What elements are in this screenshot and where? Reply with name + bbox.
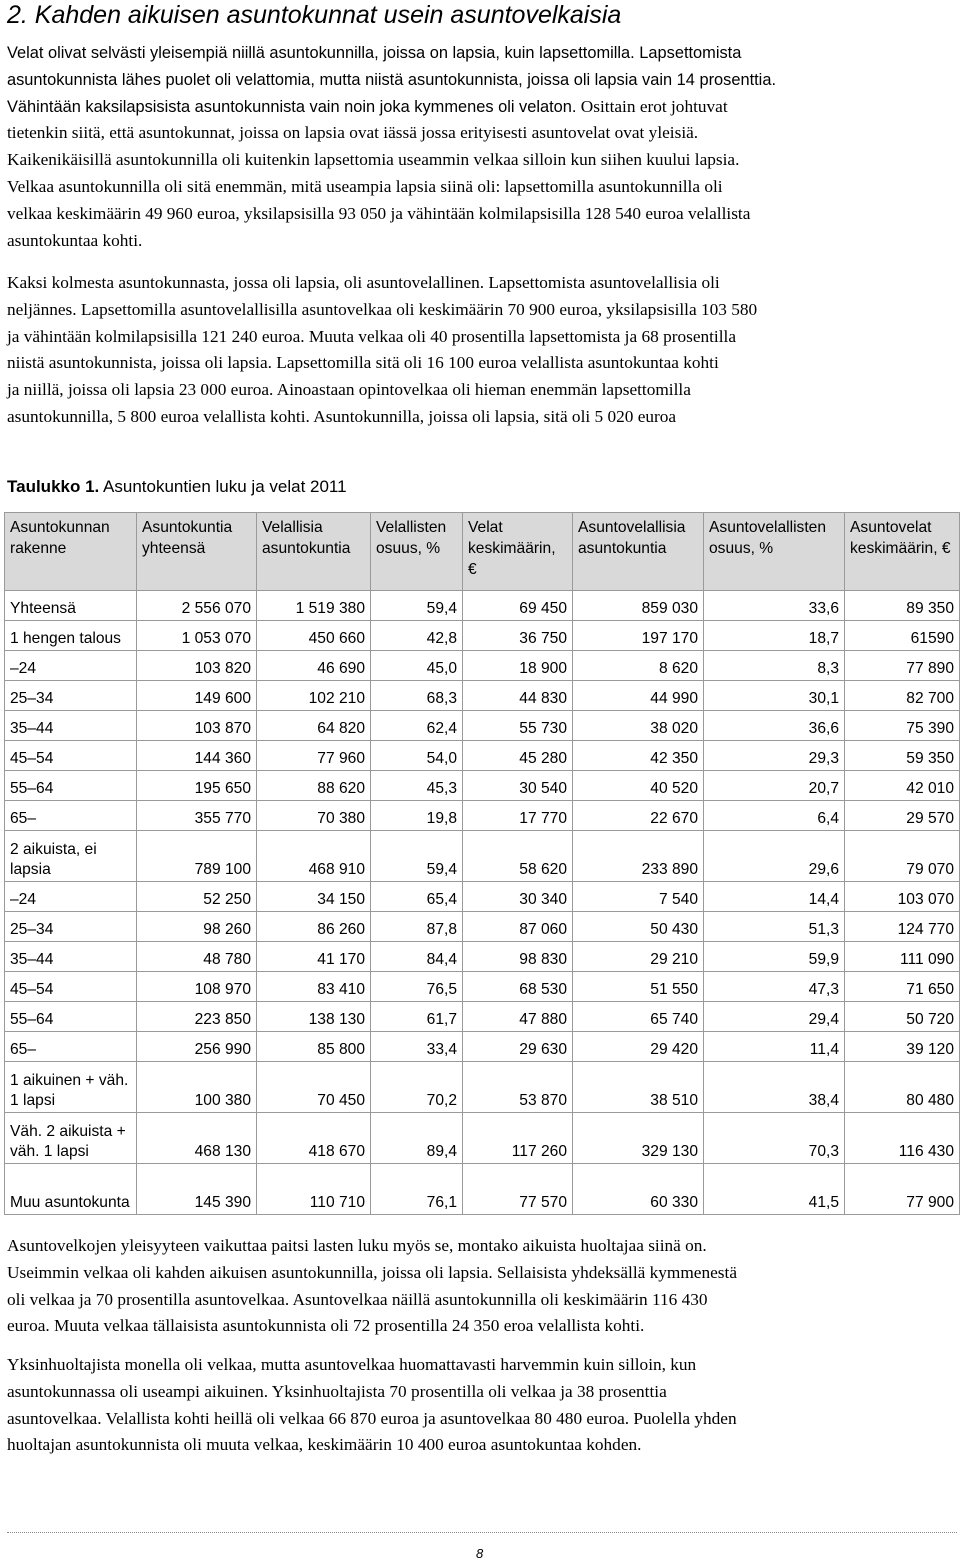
- row-label-cell: 55–64: [5, 771, 137, 801]
- column-header: Velat keskimäärin, €: [463, 513, 573, 591]
- row-label-cell: Yhteensä: [5, 591, 137, 621]
- value-cell: 195 650: [137, 771, 257, 801]
- value-cell: 19,8: [371, 801, 463, 831]
- value-cell: 89 350: [845, 591, 960, 621]
- table-row: [5, 1032, 960, 1062]
- paragraph-1-line: Velkaa asuntokunnilla oli sitä enemmän, mitä useampia lapsia siinä oli: lapsettomilla asuntokunnilla oli: [7, 176, 723, 196]
- value-cell: 29 630: [463, 1032, 573, 1062]
- value-cell: 65,4: [371, 882, 463, 912]
- paragraph-3-line: oli velkaa ja 70 prosentilla asuntovelkaa. Asuntovelkaa näillä asuntokunnilla oli keskimäärin 116 430: [7, 1289, 708, 1309]
- paragraph-1-line: asuntokuntaa kohti.: [7, 230, 143, 250]
- value-cell: 30,1: [704, 681, 845, 711]
- value-cell: 20,7: [704, 771, 845, 801]
- paragraph-2: [7, 270, 957, 431]
- value-cell: 59,4: [371, 591, 463, 621]
- value-cell: 98 260: [137, 912, 257, 942]
- value-cell: 85 800: [257, 1032, 371, 1062]
- value-cell: 98 830: [463, 942, 573, 972]
- value-cell: 44 990: [573, 681, 704, 711]
- paragraph-1-line: velkaa keskimäärin 49 960 euroa, yksilapsisilla 93 050 ja vähintään kolmilapsisilla 128 540 euroa velallista: [7, 203, 751, 223]
- value-cell: 145 390: [137, 1164, 257, 1215]
- value-cell: 70 380: [257, 801, 371, 831]
- table-caption: [7, 477, 347, 497]
- value-cell: 29,4: [704, 1002, 845, 1032]
- value-cell: 89,4: [371, 1113, 463, 1164]
- row-label-cell: 35–44: [5, 942, 137, 972]
- value-cell: 233 890: [573, 831, 704, 882]
- value-cell: 22 670: [573, 801, 704, 831]
- row-label-cell: –24: [5, 651, 137, 681]
- value-cell: 59 350: [845, 741, 960, 771]
- value-cell: 110 710: [257, 1164, 371, 1215]
- paragraph-1-line: tietenkin siitä, että asuntokunnat, joissa on lapsia ovat iässä jossa erityisesti asuntovelat ovat yleisiä.: [7, 123, 699, 143]
- value-cell: 48 780: [137, 942, 257, 972]
- row-label-cell: 65–: [5, 801, 137, 831]
- value-cell: 45,3: [371, 771, 463, 801]
- section-heading: 2. Kahden aikuisen asuntokunnat usein asuntovelkaisia: [7, 1, 622, 29]
- table-caption-title: Asuntokuntien luku ja velat 2011: [99, 477, 347, 496]
- table-row: [5, 801, 960, 831]
- table-row: [5, 621, 960, 651]
- value-cell: 44 830: [463, 681, 573, 711]
- table-row: [5, 651, 960, 681]
- value-cell: 50 430: [573, 912, 704, 942]
- value-cell: 65 740: [573, 1002, 704, 1032]
- value-cell: 124 770: [845, 912, 960, 942]
- value-cell: 859 030: [573, 591, 704, 621]
- value-cell: 197 170: [573, 621, 704, 651]
- table-body: [5, 591, 960, 1215]
- column-header: Asuntovelallisten osuus, %: [704, 513, 845, 591]
- value-cell: 87,8: [371, 912, 463, 942]
- value-cell: 45 280: [463, 741, 573, 771]
- paragraph-2-line: ja vähintään kolmilapsisilla 121 240 euroa. Muuta velkaa oli 40 prosentilla lapsettomista ja 68 prosentilla: [7, 326, 737, 346]
- row-label-cell: 65–: [5, 1032, 137, 1062]
- paragraph-1-line: Vähintään kaksilapsisista asuntokunnista vain noin joka kymmenes oli velaton.: [7, 97, 577, 116]
- value-cell: 87 060: [463, 912, 573, 942]
- value-cell: 45,0: [371, 651, 463, 681]
- paragraph-3: [7, 1233, 957, 1340]
- table-caption-label: Taulukko 1.: [7, 477, 100, 496]
- table-row: [5, 882, 960, 912]
- value-cell: 29 210: [573, 942, 704, 972]
- value-cell: 84,4: [371, 942, 463, 972]
- paragraph-4-line: asuntovelkaa. Velallista kohti heillä oli velkaa 66 870 euroa ja asuntovelkaa 80 480 euroa. Puolella yhden: [7, 1408, 737, 1428]
- paragraph-4: [7, 1352, 957, 1459]
- value-cell: 329 130: [573, 1113, 704, 1164]
- value-cell: 77 960: [257, 741, 371, 771]
- value-cell: 64 820: [257, 711, 371, 741]
- value-cell: 40 520: [573, 771, 704, 801]
- value-cell: 60 330: [573, 1164, 704, 1215]
- value-cell: 47 880: [463, 1002, 573, 1032]
- value-cell: 8 620: [573, 651, 704, 681]
- value-cell: 8,3: [704, 651, 845, 681]
- value-cell: 18 900: [463, 651, 573, 681]
- value-cell: 29 570: [845, 801, 960, 831]
- paragraph-4-line: Yksinhuoltajista monella oli velkaa, mutta asuntovelkaa huomattavasti harvemmin kuin silloin, kun: [7, 1355, 697, 1374]
- table-row: [5, 1002, 960, 1032]
- row-label-cell: 55–64: [5, 1002, 137, 1032]
- value-cell: 36,6: [704, 711, 845, 741]
- page-number: 8: [476, 1546, 484, 1561]
- value-cell: 54,0: [371, 741, 463, 771]
- value-cell: 468 910: [257, 831, 371, 882]
- value-cell: 82 700: [845, 681, 960, 711]
- value-cell: 29,3: [704, 741, 845, 771]
- value-cell: 77 900: [845, 1164, 960, 1215]
- row-label-cell: 25–34: [5, 681, 137, 711]
- value-cell: 75 390: [845, 711, 960, 741]
- table-row: [5, 942, 960, 972]
- value-cell: 80 480: [845, 1062, 960, 1113]
- value-cell: 86 260: [257, 912, 371, 942]
- paragraph-1-line-tail: Osittain erot johtuvat: [576, 96, 728, 116]
- value-cell: 69 450: [463, 591, 573, 621]
- value-cell: 789 100: [137, 831, 257, 882]
- value-cell: 76,5: [371, 972, 463, 1002]
- paragraph-3-line: Useimmin velkaa oli kahden aikuisen asuntokunnilla, joissa oli lapsia. Sellaisista yhdeksällä kymmenestä: [7, 1262, 737, 1282]
- column-header: Velallisia asuntokuntia: [257, 513, 371, 591]
- paragraph-4-line: huoltajan asuntokunnista oli muuta velkaa, keskimäärin 10 400 euroa asuntokuntaa kohden.: [7, 1435, 642, 1455]
- row-label-cell: Muu asuntokunta: [5, 1164, 137, 1215]
- row-label-cell: Väh. 2 aikuista + väh. 1 lapsi: [5, 1113, 137, 1164]
- value-cell: 38 510: [573, 1062, 704, 1113]
- row-label-cell: 2 aikuista, ei lapsia: [5, 831, 137, 882]
- row-label-cell: 45–54: [5, 741, 137, 771]
- value-cell: 41 170: [257, 942, 371, 972]
- value-cell: 61590: [845, 621, 960, 651]
- value-cell: 62,4: [371, 711, 463, 741]
- paragraph-1-line: Kaikenikäisillä asuntokunnilla oli kuitenkin lapsettomia useammin velkaa silloin kun siihen kuului lapsia.: [7, 150, 740, 170]
- value-cell: 14,4: [704, 882, 845, 912]
- value-cell: 29,6: [704, 831, 845, 882]
- value-cell: 1 519 380: [257, 591, 371, 621]
- value-cell: 51 550: [573, 972, 704, 1002]
- value-cell: 59,4: [371, 831, 463, 882]
- column-header: Asuntovelallisia asuntokuntia: [573, 513, 704, 591]
- value-cell: 144 360: [137, 741, 257, 771]
- value-cell: 47,3: [704, 972, 845, 1002]
- value-cell: 149 600: [137, 681, 257, 711]
- value-cell: 111 090: [845, 942, 960, 972]
- value-cell: 116 430: [845, 1113, 960, 1164]
- value-cell: 83 410: [257, 972, 371, 1002]
- table-header-row: [5, 513, 960, 591]
- households-debt-table: [4, 512, 960, 1215]
- row-label-cell: 45–54: [5, 972, 137, 1002]
- value-cell: 38 020: [573, 711, 704, 741]
- column-header: Velallisten osuus, %: [371, 513, 463, 591]
- paragraph-2-line: asuntokunnilla, 5 800 euroa velallista kohti. Asuntokunnilla, joissa oli lapsia, sitä oli 5 020 euroa: [7, 406, 677, 426]
- value-cell: 53 870: [463, 1062, 573, 1113]
- value-cell: 70 450: [257, 1062, 371, 1113]
- table-row: [5, 1113, 960, 1164]
- value-cell: 88 620: [257, 771, 371, 801]
- value-cell: 6,4: [704, 801, 845, 831]
- row-label-cell: 1 hengen talous: [5, 621, 137, 651]
- paragraph-2-line: Kaksi kolmesta asuntokunnasta, jossa oli lapsia, oli asuntovelallinen. Lapsettomista asuntovelallisia oli: [7, 273, 720, 292]
- value-cell: 70,2: [371, 1062, 463, 1113]
- value-cell: 103 820: [137, 651, 257, 681]
- value-cell: 30 340: [463, 882, 573, 912]
- table-row: [5, 831, 960, 882]
- value-cell: 33,6: [704, 591, 845, 621]
- value-cell: 42,8: [371, 621, 463, 651]
- value-cell: 42 350: [573, 741, 704, 771]
- column-header: Asuntokuntia yhteensä: [137, 513, 257, 591]
- value-cell: 68,3: [371, 681, 463, 711]
- value-cell: 77 890: [845, 651, 960, 681]
- value-cell: 58 620: [463, 831, 573, 882]
- value-cell: 418 670: [257, 1113, 371, 1164]
- value-cell: 61,7: [371, 1002, 463, 1032]
- value-cell: 450 660: [257, 621, 371, 651]
- paragraph-1: [7, 40, 957, 254]
- value-cell: 11,4: [704, 1032, 845, 1062]
- footer-divider: [7, 1532, 957, 1533]
- paragraph-2-line: neljännes. Lapsettomilla asuntovelallisilla asuntovelkaa oli keskimäärin 70 900 euroa, yksilapsisilla 103 580: [7, 299, 758, 319]
- value-cell: 33,4: [371, 1032, 463, 1062]
- value-cell: 71 650: [845, 972, 960, 1002]
- table-row: [5, 1062, 960, 1113]
- paragraph-2-line: ja niillä, joissa oli lapsia 23 000 euroa. Ainoastaan opintovelkaa oli hieman enemmän lapsettomilla: [7, 380, 691, 400]
- value-cell: 108 970: [137, 972, 257, 1002]
- value-cell: 30 540: [463, 771, 573, 801]
- value-cell: 468 130: [137, 1113, 257, 1164]
- value-cell: 38,4: [704, 1062, 845, 1113]
- paragraph-1-line: Velat olivat selvästi yleisempiä niillä asuntokunnilla, joissa on lapsia, kuin lapsettomilla. Lapsettomista: [7, 44, 742, 62]
- value-cell: 355 770: [137, 801, 257, 831]
- table-row: [5, 1164, 960, 1215]
- value-cell: 17 770: [463, 801, 573, 831]
- paragraph-1-line: asuntokunnista lähes puolet oli velattomia, mutta niistä asuntokunnista, joissa oli lapsia vain 14 prosenttia.: [7, 70, 776, 89]
- value-cell: 256 990: [137, 1032, 257, 1062]
- value-cell: 76,1: [371, 1164, 463, 1215]
- paragraph-3-line: euroa. Muuta velkaa tällaisista asuntokunnista oli 72 prosentilla 24 350 eroa velallista kohti.: [7, 1316, 645, 1336]
- value-cell: 42 010: [845, 771, 960, 801]
- row-label-cell: 25–34: [5, 912, 137, 942]
- value-cell: 2 556 070: [137, 591, 257, 621]
- table-row: [5, 741, 960, 771]
- value-cell: 18,7: [704, 621, 845, 651]
- value-cell: 138 130: [257, 1002, 371, 1032]
- row-label-cell: –24: [5, 882, 137, 912]
- table-row: [5, 771, 960, 801]
- table-row: [5, 711, 960, 741]
- value-cell: 39 120: [845, 1032, 960, 1062]
- value-cell: 52 250: [137, 882, 257, 912]
- value-cell: 7 540: [573, 882, 704, 912]
- value-cell: 36 750: [463, 621, 573, 651]
- value-cell: 29 420: [573, 1032, 704, 1062]
- table-row: [5, 591, 960, 621]
- value-cell: 103 070: [845, 882, 960, 912]
- value-cell: 59,9: [704, 942, 845, 972]
- table-row: [5, 681, 960, 711]
- row-label-cell: 1 aikuinen + väh. 1 lapsi: [5, 1062, 137, 1113]
- value-cell: 79 070: [845, 831, 960, 882]
- value-cell: 34 150: [257, 882, 371, 912]
- value-cell: 70,3: [704, 1113, 845, 1164]
- value-cell: 103 870: [137, 711, 257, 741]
- value-cell: 100 380: [137, 1062, 257, 1113]
- value-cell: 41,5: [704, 1164, 845, 1215]
- value-cell: 46 690: [257, 651, 371, 681]
- value-cell: 77 570: [463, 1164, 573, 1215]
- value-cell: 117 260: [463, 1113, 573, 1164]
- paragraph-3-line: Asuntovelkojen yleisyyteen vaikuttaa paitsi lasten luku myös se, montako aikuista huoltajaa siinä on.: [7, 1236, 707, 1255]
- value-cell: 51,3: [704, 912, 845, 942]
- paragraph-2-line: niistä asuntokunnista, joissa oli lapsia. Lapsettomilla sitä oli 16 100 euroa velallista asuntokuntaa kohti: [7, 353, 719, 373]
- value-cell: 50 720: [845, 1002, 960, 1032]
- value-cell: 223 850: [137, 1002, 257, 1032]
- column-header: Asuntovelat keskimäärin, €: [845, 513, 960, 591]
- column-header: Asuntokunnan rakenne: [5, 513, 137, 591]
- table-row: [5, 972, 960, 1002]
- row-label-cell: 35–44: [5, 711, 137, 741]
- paragraph-4-line: asuntokunnassa oli useampi aikuinen. Yksinhuoltajista 70 prosentilla oli velkaa ja 38 prosenttia: [7, 1381, 667, 1401]
- value-cell: 1 053 070: [137, 621, 257, 651]
- value-cell: 68 530: [463, 972, 573, 1002]
- table-row: [5, 912, 960, 942]
- value-cell: 102 210: [257, 681, 371, 711]
- value-cell: 55 730: [463, 711, 573, 741]
